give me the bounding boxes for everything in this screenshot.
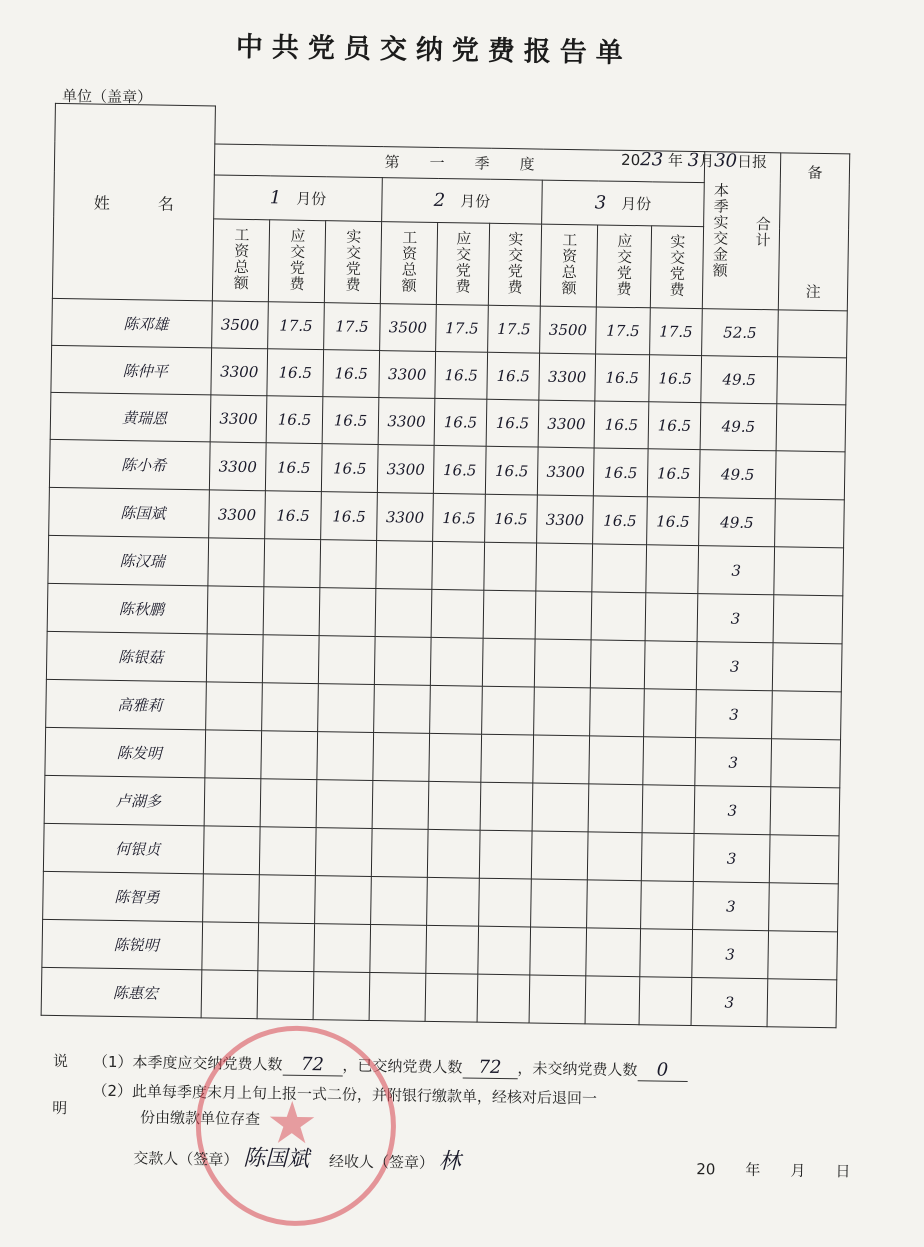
dues-cell bbox=[260, 779, 317, 828]
dues-cell bbox=[639, 977, 692, 1026]
year-label: 年 bbox=[667, 151, 684, 170]
notes-label-a: 说 bbox=[52, 1052, 69, 1071]
dues-cell bbox=[262, 635, 319, 684]
seal-star-icon: ★ bbox=[265, 1088, 319, 1158]
dues-cell bbox=[588, 784, 643, 833]
member-name: 陈惠宏 bbox=[41, 967, 202, 1018]
dues-cell: 3300 bbox=[210, 395, 267, 443]
sub-col-header: 应交党费 bbox=[596, 225, 651, 307]
receiver-signature: 林 bbox=[438, 1149, 461, 1175]
remark-cell bbox=[773, 595, 843, 644]
paid-count: 72 bbox=[462, 1056, 517, 1079]
dues-cell: 3300 bbox=[379, 351, 436, 399]
dues-cell bbox=[481, 734, 534, 783]
dues-cell bbox=[320, 540, 377, 589]
payer-signature: 陈国斌 bbox=[242, 1146, 310, 1173]
dues-cell: 16.5 bbox=[485, 446, 538, 495]
dues-cell bbox=[319, 588, 376, 637]
quarter-total: 3 bbox=[698, 546, 775, 595]
dues-cell: 16.5 bbox=[594, 401, 649, 449]
dues-cell bbox=[375, 589, 432, 638]
dues-cell: 17.5 bbox=[324, 303, 381, 351]
dues-cell bbox=[646, 545, 699, 594]
dues-cell bbox=[315, 876, 372, 925]
dues-cell bbox=[590, 688, 645, 737]
quarter-total: 3 bbox=[693, 834, 770, 883]
payer-label: 交款人（签章） bbox=[133, 1149, 239, 1169]
unit-stamp-label: 单位（盖章） bbox=[61, 87, 153, 107]
dues-cell bbox=[374, 685, 431, 734]
dues-cell: 16.5 bbox=[595, 354, 650, 402]
dues-cell bbox=[425, 973, 478, 1022]
dues-cell: 17.5 bbox=[596, 307, 651, 355]
dues-cell bbox=[534, 687, 591, 736]
dues-cell bbox=[427, 877, 480, 926]
dues-cell bbox=[531, 879, 588, 928]
dues-cell: 3300 bbox=[538, 400, 595, 448]
dues-cell bbox=[372, 780, 429, 829]
dues-cell bbox=[585, 976, 640, 1025]
member-name: 陈仲平 bbox=[51, 345, 212, 395]
dues-cell bbox=[315, 828, 372, 877]
dues-cell bbox=[590, 640, 645, 689]
dues-cell bbox=[206, 682, 263, 731]
remark-cell bbox=[769, 883, 839, 932]
member-name: 陈秋鹏 bbox=[47, 583, 208, 634]
quarter-total: 3 bbox=[695, 738, 772, 787]
dues-cell: 16.5 bbox=[649, 355, 702, 403]
sub-col-header: 实交党费 bbox=[488, 224, 541, 306]
dues-cell: 16.5 bbox=[647, 449, 700, 498]
dues-table bbox=[41, 103, 851, 1028]
member-name: 陈发明 bbox=[45, 727, 206, 778]
notes-line-1: （1）本季度应交纳党费人数 72 ，已交纳党费人数 72 ，未交纳党费人数 0 bbox=[93, 1051, 688, 1082]
dues-cell bbox=[534, 639, 591, 688]
dues-cell bbox=[259, 875, 316, 924]
dues-cell bbox=[373, 733, 430, 782]
member-name: 陈智勇 bbox=[43, 871, 204, 922]
sub-col-header: 工资总额 bbox=[380, 222, 437, 304]
dues-cell: 3500 bbox=[540, 306, 597, 354]
dues-cell bbox=[205, 730, 262, 779]
bottom-date: 20 年 月 日 bbox=[696, 1160, 851, 1181]
dues-cell bbox=[431, 589, 484, 638]
remark-cell bbox=[777, 357, 847, 405]
name-column-header: 姓 名 bbox=[52, 103, 215, 300]
dues-cell bbox=[430, 685, 483, 734]
dues-cell: 16.5 bbox=[435, 351, 488, 399]
month-1-header: 1 月份 bbox=[214, 175, 383, 222]
dues-cell bbox=[262, 683, 319, 732]
dues-cell: 16.5 bbox=[321, 492, 378, 541]
remark-cell bbox=[767, 979, 837, 1028]
notes-label-b: 明 bbox=[52, 1099, 68, 1118]
dues-cell bbox=[480, 782, 533, 831]
dues-cell bbox=[529, 975, 586, 1024]
dues-cell: 16.5 bbox=[322, 397, 379, 445]
sub-col-header: 工资总额 bbox=[540, 225, 597, 307]
dues-cell bbox=[484, 542, 537, 591]
day-handwritten: 30 bbox=[714, 150, 738, 172]
dues-cell: 3300 bbox=[539, 353, 596, 401]
dues-cell bbox=[318, 636, 375, 685]
member-name: 陈锐明 bbox=[42, 919, 203, 970]
quarter-total: 3 bbox=[696, 642, 773, 691]
dues-cell bbox=[370, 924, 427, 973]
dues-cell bbox=[533, 735, 590, 784]
member-name: 陈邓雄 bbox=[52, 298, 213, 348]
remark-cell bbox=[778, 310, 848, 358]
dues-cell bbox=[314, 924, 371, 973]
dues-cell: 3300 bbox=[209, 490, 266, 539]
dues-cell: 16.5 bbox=[487, 352, 540, 400]
dues-cell bbox=[642, 785, 695, 834]
dues-cell bbox=[641, 881, 694, 930]
dues-cell bbox=[587, 832, 642, 881]
dues-cell: 17.5 bbox=[436, 304, 489, 352]
dues-cell bbox=[204, 778, 261, 827]
dues-cell bbox=[482, 638, 535, 687]
dues-cell: 16.5 bbox=[593, 496, 648, 545]
member-name: 卢湖多 bbox=[44, 775, 205, 826]
sub-col-header: 实交党费 bbox=[650, 226, 703, 308]
year-handwritten: 23 bbox=[640, 149, 664, 171]
dues-cell: 16.5 bbox=[433, 493, 486, 542]
dues-cell: 3300 bbox=[377, 493, 434, 542]
quarter-total: 49.5 bbox=[700, 403, 777, 451]
dues-cell: 3300 bbox=[537, 495, 594, 544]
month-label: 月 bbox=[699, 152, 715, 171]
dues-cell: 17.5 bbox=[650, 308, 703, 356]
member-name: 陈小希 bbox=[49, 439, 210, 490]
dues-cell bbox=[430, 637, 483, 686]
dues-cell bbox=[426, 925, 479, 974]
dues-cell bbox=[203, 874, 260, 923]
dues-cell: 3300 bbox=[377, 445, 434, 494]
dues-cell: 16.5 bbox=[485, 494, 538, 543]
remark-cell bbox=[776, 404, 846, 452]
dues-cell bbox=[374, 637, 431, 686]
notes-line-2: （2）此单每季度末月上旬上报一式二份，并附银行缴款单，经核对后退回一 bbox=[92, 1081, 598, 1108]
quarter-total: 3 bbox=[691, 978, 768, 1027]
dues-cell: 16.5 bbox=[593, 448, 648, 497]
dues-cell: 16.5 bbox=[266, 396, 323, 444]
remark-cell bbox=[772, 691, 842, 740]
remark-cell bbox=[772, 643, 842, 692]
remark-cell bbox=[774, 547, 844, 596]
member-name: 高雅莉 bbox=[46, 679, 207, 730]
dues-cell bbox=[644, 641, 697, 690]
quarter-total: 49.5 bbox=[699, 498, 776, 547]
member-name: 陈银菇 bbox=[46, 631, 207, 682]
quarter-total: 52.5 bbox=[702, 309, 779, 357]
dues-cell: 3300 bbox=[378, 398, 435, 446]
sub-col-header: 工资总额 bbox=[212, 219, 269, 301]
quarter-total: 3 bbox=[697, 594, 774, 643]
dues-cell: 3500 bbox=[380, 304, 437, 352]
dues-cell: 16.5 bbox=[434, 398, 487, 446]
dues-cell bbox=[592, 544, 647, 593]
dues-cell bbox=[535, 591, 592, 640]
dues-cell bbox=[202, 922, 259, 971]
dues-cell: 17.5 bbox=[488, 305, 541, 353]
dues-cell bbox=[483, 590, 536, 639]
total-column-header: 本季实交金额 合计 bbox=[702, 152, 780, 310]
quarter-total: 3 bbox=[694, 786, 771, 835]
quarter-total: 49.5 bbox=[699, 450, 776, 499]
dues-cell: 16.5 bbox=[486, 399, 539, 447]
dues-cell: 16.5 bbox=[323, 350, 380, 398]
form-title: 中共党员交纳党费报告单 bbox=[235, 31, 633, 69]
dues-cell: 16.5 bbox=[265, 491, 322, 540]
remark-cell bbox=[775, 499, 845, 548]
dues-cell: 16.5 bbox=[321, 444, 378, 493]
dues-cell bbox=[257, 971, 314, 1020]
dues-cell bbox=[479, 830, 532, 879]
due-count: 72 bbox=[282, 1054, 342, 1077]
dues-cell bbox=[531, 831, 588, 880]
dues-cell bbox=[263, 587, 320, 636]
month-3-header: 3 月份 bbox=[542, 180, 705, 227]
dues-cell: 16.5 bbox=[433, 445, 486, 494]
dues-cell bbox=[482, 686, 535, 735]
notes-section bbox=[52, 1047, 853, 1129]
month-handwritten: 3 bbox=[687, 149, 700, 172]
dues-cell bbox=[261, 731, 318, 780]
dues-cell bbox=[201, 970, 258, 1019]
dues-cell: 16.5 bbox=[267, 349, 324, 397]
dues-cell bbox=[369, 972, 426, 1021]
dues-cell bbox=[536, 543, 593, 592]
dues-cell bbox=[477, 974, 530, 1023]
dues-cell bbox=[586, 928, 641, 977]
remark-cell bbox=[775, 451, 845, 500]
sub-col-header: 实交党费 bbox=[324, 221, 381, 303]
dues-cell bbox=[641, 833, 694, 882]
sub-col-header: 应交党费 bbox=[436, 223, 489, 305]
quarter-total: 3 bbox=[692, 930, 769, 979]
dues-cell bbox=[206, 634, 263, 683]
dues-cell bbox=[371, 876, 428, 925]
dues-cell bbox=[259, 827, 316, 876]
remark-cell bbox=[768, 931, 838, 980]
day-label: 日报 bbox=[736, 152, 768, 172]
dues-cell bbox=[429, 733, 482, 782]
dues-cell bbox=[316, 780, 373, 829]
dues-cell: 16.5 bbox=[265, 443, 322, 492]
dues-cell: 16.5 bbox=[647, 497, 700, 546]
dues-cell bbox=[530, 927, 587, 976]
dues-cell bbox=[313, 972, 370, 1021]
member-name: 何银贞 bbox=[43, 823, 204, 874]
dues-cell bbox=[640, 929, 693, 978]
receiver-label: 经收人（签章） bbox=[328, 1152, 435, 1173]
year-prefix: 20 bbox=[620, 150, 641, 170]
unpaid-count: 0 bbox=[637, 1059, 687, 1082]
dues-cell: 17.5 bbox=[268, 302, 325, 350]
dues-cell bbox=[264, 539, 321, 588]
dues-cell bbox=[644, 689, 697, 738]
month-2-header: 2 月份 bbox=[382, 177, 543, 224]
table-body bbox=[41, 298, 847, 1027]
dues-cell bbox=[258, 923, 315, 972]
dues-cell bbox=[376, 541, 433, 590]
dues-cell bbox=[317, 732, 374, 781]
dues-cell: 16.5 bbox=[648, 402, 701, 450]
dues-cell bbox=[643, 737, 696, 786]
dues-cell bbox=[478, 926, 531, 975]
quarter-total: 3 bbox=[693, 882, 770, 931]
dues-cell bbox=[587, 880, 642, 929]
member-name: 陈国斌 bbox=[49, 487, 210, 538]
quarter-total: 49.5 bbox=[701, 356, 778, 404]
dues-cell bbox=[479, 878, 532, 927]
remark-cell bbox=[769, 835, 839, 884]
dues-cell bbox=[318, 684, 375, 733]
dues-cell bbox=[427, 829, 480, 878]
notes-line-3: 份由缴款单位存查 bbox=[139, 1108, 261, 1129]
signature-line bbox=[133, 1139, 461, 1175]
dues-cell bbox=[371, 828, 428, 877]
dues-cell bbox=[208, 538, 265, 587]
dues-cell: 3500 bbox=[212, 301, 269, 349]
red-seal-stamp bbox=[194, 1024, 397, 1227]
dues-cell bbox=[645, 593, 698, 642]
member-name: 陈汉瑞 bbox=[48, 535, 209, 586]
dues-cell bbox=[591, 592, 646, 641]
dues-cell: 3300 bbox=[209, 442, 266, 491]
dues-cell bbox=[428, 781, 481, 830]
remark-column-header: 备 注 bbox=[778, 153, 850, 311]
quarter-total: 3 bbox=[696, 690, 773, 739]
sub-col-header: 应交党费 bbox=[268, 220, 325, 302]
quarter-header: 第 一 季 度 bbox=[214, 144, 704, 182]
dues-cell bbox=[207, 586, 264, 635]
remark-cell bbox=[771, 739, 841, 788]
dues-cell bbox=[532, 783, 589, 832]
dues-cell bbox=[589, 736, 644, 785]
remark-cell bbox=[770, 787, 840, 836]
dues-cell: 3300 bbox=[537, 447, 594, 496]
dues-cell bbox=[432, 541, 485, 590]
dues-cell bbox=[203, 826, 260, 875]
member-name: 黄瑞恩 bbox=[50, 392, 211, 442]
dues-cell: 3300 bbox=[211, 348, 268, 396]
